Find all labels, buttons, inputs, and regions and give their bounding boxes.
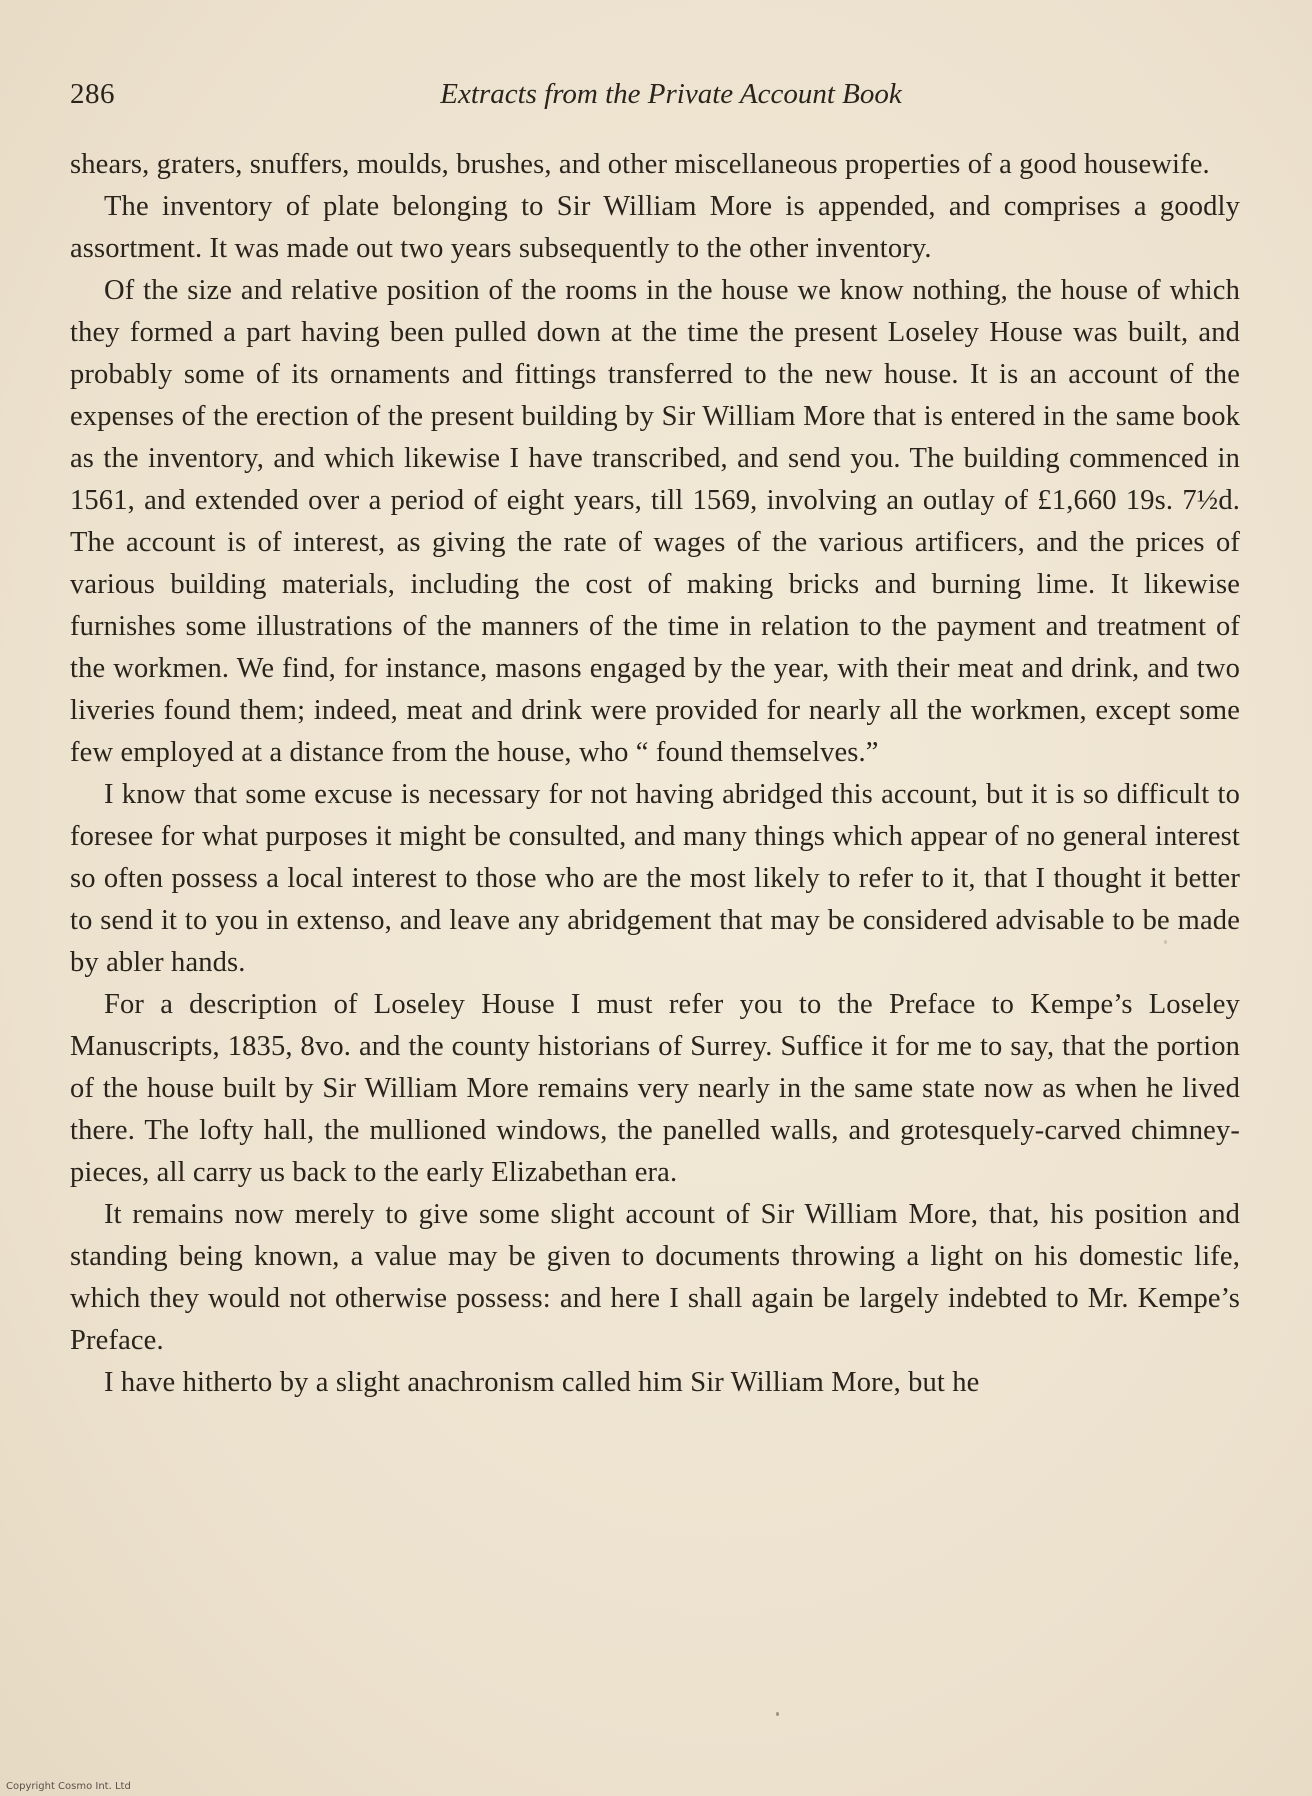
paragraph-3: Of the size and relative position of the rooms in the house we know nothing, the house of which they formed a part having been pulled down at the time the present Loseley House was built, and probably some of its ornaments and fittings transferred to the new house. It is an account of the expenses of the erection of the present building by Sir William More that is entered in the same book as the inventory, and which likewise I have transcribed, and send you. The building commenced in 1561, and extended over a period of eight years, till 1569, involving an outlay of £1,660 19s. 7½d. The account is of interest, as giving the rate of wages of the various artificers, and the prices of various building materials, including the cost of making bricks and burning lime. It likewise furnishes some illustrations of the manners of the time in relation to the payment and treatment of the workmen. We find, for instance, masons engaged by the year, with their meat and drink, and two liveries found them; indeed, meat and drink were provided for nearly all the workmen, except some few employed at a distance from the house, who “ found themselves.” [70, 275, 1240, 768]
copyright-watermark: Copyright Cosmo Int. Ltd [6, 1781, 131, 1792]
paper-speck [1164, 940, 1167, 944]
body-text [70, 144, 1240, 1404]
paragraph-6: It remains now merely to give some slight account of Sir William More, that, his position and standing being known, a value may be given to documents throwing a light on his domestic life, which they would not otherwise possess: and here I shall again be largely indebted to Mr. Kempe’s Preface. [70, 1199, 1240, 1356]
paragraph-1: shears, graters, snuffers, moulds, brushes, and other miscellaneous properties of a good housewife. [70, 149, 1210, 180]
paragraph-4: I know that some excuse is necessary for not having abridged this account, but it is so difficult to foresee for what purposes it might be consulted, and many things which appear of no general interest so often possess a local interest to those who are the most likely to refer to it, that I thought it better to send it to you in extenso, and leave any abridgement that may be considered advisable to be made by abler hands. [70, 779, 1240, 978]
page-header [70, 78, 1242, 118]
paragraph-2: The inventory of plate belonging to Sir William More is appended, and comprises a goodly assortment. It was made out two years subsequently to the other inventory. [70, 191, 1240, 264]
running-head: Extracts from the Private Account Book [440, 78, 902, 110]
paper-speck [776, 1712, 779, 1716]
paragraph-7: I have hitherto by a slight anachronism called him Sir William More, but he [104, 1367, 980, 1398]
page-number: 286 [70, 78, 115, 110]
paragraph-5: For a description of Loseley House I must refer you to the Preface to Kempe’s Loseley Manuscripts, 1835, 8vo. and the county historians of Surrey. Suffice it for me to say, that the portion of the house built by Sir William More remains very nearly in the same state now as when he lived there. The lofty hall, the mullioned windows, the panelled walls, and grotesquely-carved chimney-pieces, all carry us back to the early Elizabethan era. [70, 989, 1240, 1188]
